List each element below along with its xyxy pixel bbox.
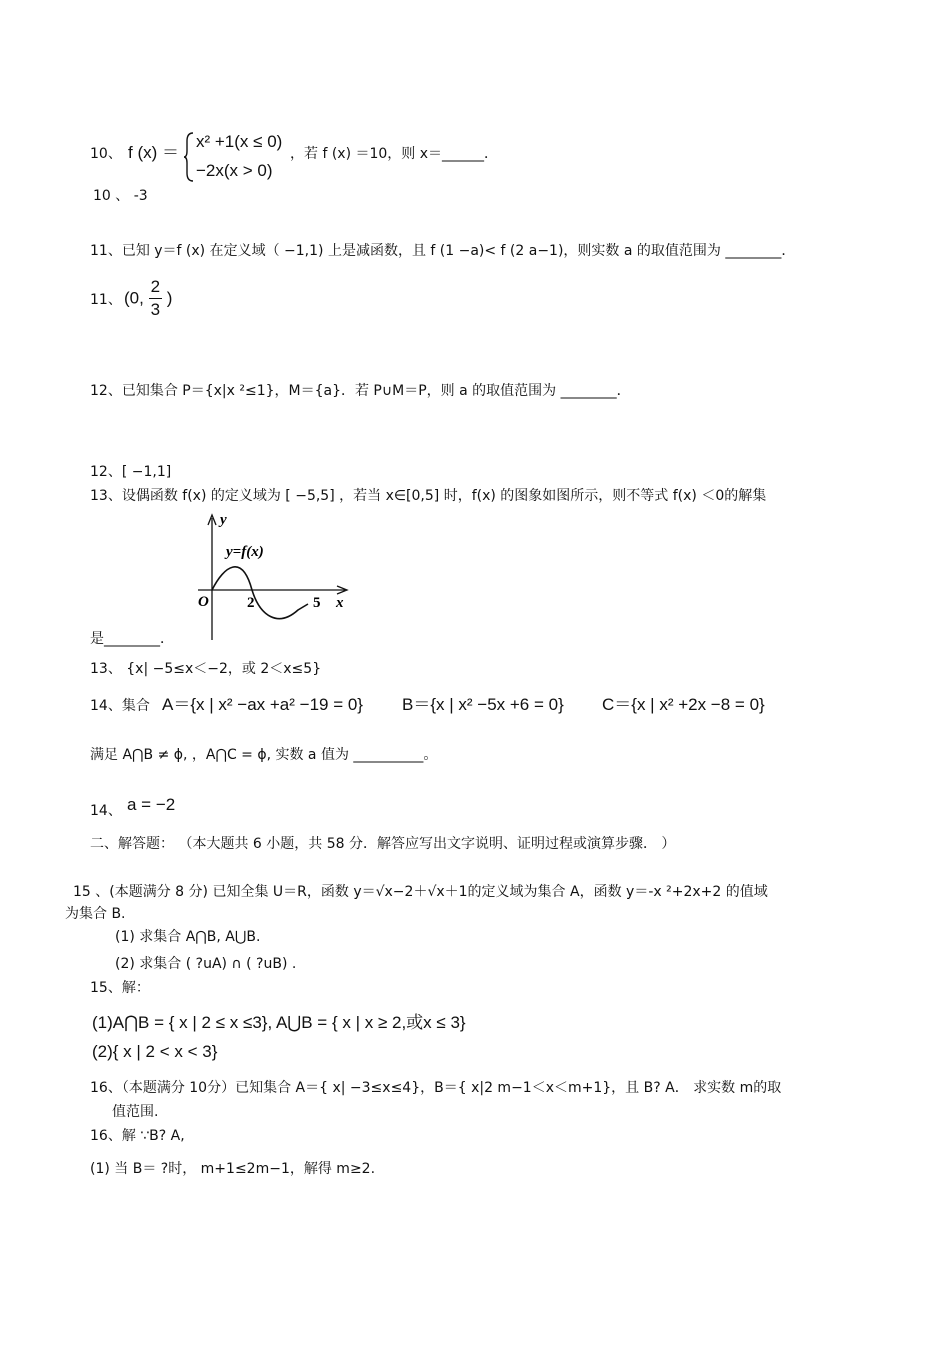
q15-sub1: (1) 求集合 A⋂B, A⋃B. [115,929,261,945]
q11-answer [124,276,172,321]
q11-answer-numerator: 2 [149,276,162,299]
q15-answer-1: (1)A⋂B = { x | 2 ≤ x ≤3}, A⋃B = { x | x ≥ 2,或x ≤ 3} [92,1013,466,1032]
q10-tail: ，若 f (x) ＝10，则 x＝______． [290,146,499,162]
q13-tick-5: 5 [313,595,321,611]
q14-answer-label: 14、 [90,803,122,819]
q11-answer-fraction [149,276,162,321]
q13-text-tail: 是________． [90,631,174,647]
q12-answer: 12、[ −1,1] [90,464,172,480]
q16-line2: 值范围. [112,1104,159,1120]
q10-left-brace [183,131,195,183]
q10-answer: 10 、 -3 [93,188,148,204]
q13-curve [212,567,308,619]
q16-line1: 16、（本题满分 10分）已知集合 A＝{ x| −3≤x≤4}，B＝{ x|2 m−1＜x＜m+1}，且 B? A． 求实数 m的取 [90,1080,782,1096]
q12-text: 12、已知集合 P＝{x|x ²≤1}，M＝{a}．若 P∪M＝P，则 a 的取值范围为 ________． [90,383,631,399]
q11-answer-close: ) [166,288,173,308]
q15-line2: 为集合 B. [65,906,126,922]
q11-answer-denominator: 3 [150,300,161,319]
q16-answer-1: (1) 当 B＝ ?时， m+1≤2m−1，解得 m≥2. [90,1161,376,1177]
q10-label: 10、 [90,146,122,162]
q14-label: 14、集合 [90,698,150,714]
q10-fx: f (x) ＝ [128,143,179,162]
q10-case1: x² +1(x ≤ 0) [196,132,283,151]
section2-header: 二、解答题： （本大题共 6 小题，共 58 分．解答应写出文字说明、证明过程或演算步骤． ） [90,836,676,852]
q11-answer-label: 11、 [90,292,122,308]
q13-x-label: x [336,595,344,611]
q13-answer: 13、 {x| −5≤x＜−2，或 2＜x≤5} [90,661,322,677]
q15-answer-head: 15、解： [90,980,150,996]
q15-line1: 15 、(本题满分 8 分) 已知全集 U＝R，函数 y＝√x−2＋√x＋1的定义域为集合 A，函数 y＝-x ²+2x+2 的值域 [73,884,768,900]
q13-y-label: y [220,512,227,528]
q11-answer-open: (0, [124,288,144,308]
q14-set-b: B＝{x | x² −5x +6 = 0} [402,695,564,714]
q13-curve-label: y=f(x) [226,544,264,560]
q15-sub2: (2) 求集合 ( ?uA) ∩ ( ?uB) . [115,956,297,972]
q13-graph [190,508,360,643]
q14-answer: a = −2 [127,795,176,814]
q15-answer-2: (2){ x | 2 < x < 3} [92,1042,218,1061]
q14-condition: 满足 A⋂B ≠ ϕ, ，A⋂C = ϕ, 实数 a 值为 __________。 [90,747,438,763]
q14-set-a: A＝{x | x² −ax +a² −19 = 0} [162,695,363,714]
q13-tick-2: 2 [247,595,255,611]
q16-answer-head: 16、解 ∵B? A, [90,1128,185,1144]
q14-set-c: C＝{x | x² +2x −8 = 0} [602,695,765,714]
q13-origin-label: O [198,594,209,610]
q10-case2: −2x(x > 0) [196,161,273,180]
q11-text: 11、已知 y＝f (x) 在定义域（ −1,1) 上是减函数，且 f (1 −a)< f (2 a−1)，则实数 a 的取值范围为 ________． [90,243,796,259]
q13-text: 13、设偶函数 f(x) 的定义域为 [ −5,5] ，若当 x∈[0,5] 时，f(x) 的图象如图所示，则不等式 f(x) ＜0的解集 [90,488,767,504]
